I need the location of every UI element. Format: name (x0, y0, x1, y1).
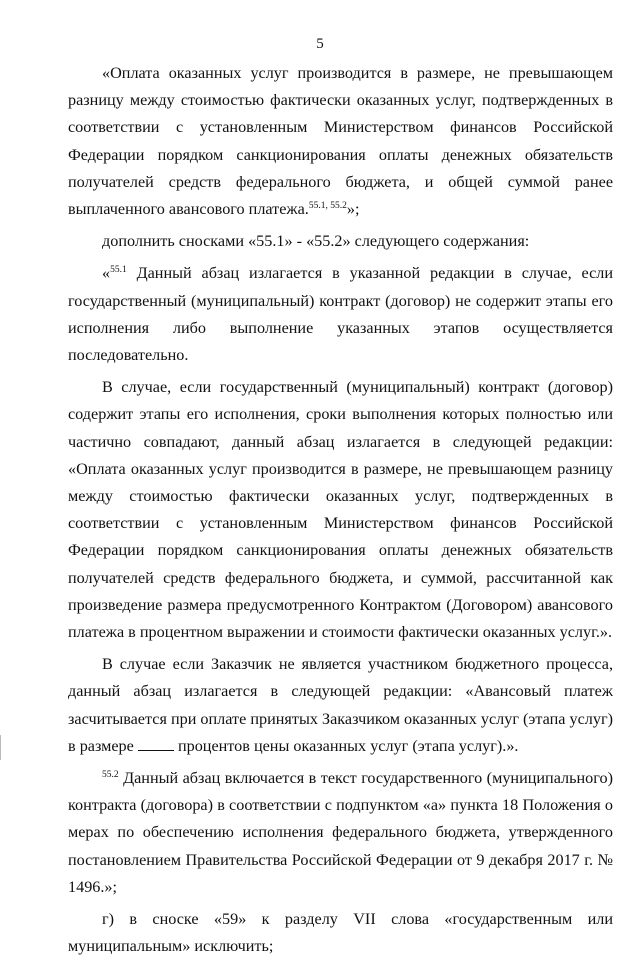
footnote-marker: 55.1 (110, 265, 127, 276)
paragraph-customer-case (68, 651, 613, 760)
paragraph-footnote-55-1 (68, 260, 613, 369)
paragraph-item-g (68, 906, 613, 960)
paragraph-text: В случае если Заказчик не является участником бюджетного процесса, данный абзац излагается в следующей редакции: «Авансовый платеж засчитывается при оплате принятых Заказчиком оказанных услуг (этапа услуг) в размере (68, 655, 613, 755)
paragraph-text: Данный абзац включается в текст государственного (муниципального) контракта (договора) в соответствии с подпунктом «а» пункта 18 Положения о мерах по обеспечению исполнения федерального бюджета, утвержденного постановлением Правительства Российской Федерации от 9 декабря 2017 г. № 1496.»; (68, 769, 613, 896)
paragraph-lead: « (102, 264, 111, 283)
paragraph-tail: »; (346, 200, 360, 219)
fill-in-blank (138, 738, 174, 751)
paragraph-footnote-55-2 (68, 765, 613, 901)
page-number: 5 (316, 36, 324, 52)
scan-edge-mark (0, 735, 1, 760)
paragraph-payment-clause (68, 60, 613, 223)
paragraph-text: г) в сноске «59» к разделу VII слова «государственным или муниципальным» исключить; (68, 910, 613, 956)
paragraph-add-footnotes (68, 228, 613, 255)
paragraph-text: В случае, если государственный (муниципальный) контракт (договор) содержит этапы его исполнения, сроки выполнения которых полностью или частично совпадают, данный абзац излагается в следующей редакции: «Оплата оказанных услуг производится в размере, не превышающем разницу между стоимостью фактически оказанных услуг, подтвержденных в соответствии с установленным Министерством финансов Российской Федерации порядком санкционирования оплаты денежных обязательств получателей средств федерального бюджета, и суммой, рассчитанной как произведение размера предусмотренного Контрактом (Договором) авансового платежа в процентном выражении и стоимости фактически оказанных услуг.». (68, 378, 613, 642)
paragraph-stages-case (68, 374, 613, 646)
paragraph-tail: процентов цены оказанных услуг (этапа услуг).». (177, 736, 519, 755)
footnote-ref: 55.1, 55.2 (308, 201, 347, 212)
paragraph-text: Данный абзац излагается в указанной редакции в случае, если государственный (муниципальный) контракт (договор) не содержит этапы его исполнения либо выполнение указанных этапов осуществляется последовательно. (68, 264, 613, 365)
document-body (68, 60, 613, 966)
footnote-marker: 55.2 (102, 770, 119, 781)
paragraph-text: «Оплата оказанных услуг производится в размере, не превышающем разницу между стоимостью фактически оказанных услуг, подтвержденных в соответствии с установленным Министерством финансов Российской Федерации порядком санкционирования оплаты денежных обязательств получателей средств федерального бюджета, и общей суммой ранее выплаченного авансового платежа. (68, 64, 613, 219)
paragraph-text: дополнить сносками «55.1» - «55.2» следующего содержания: (102, 232, 530, 251)
